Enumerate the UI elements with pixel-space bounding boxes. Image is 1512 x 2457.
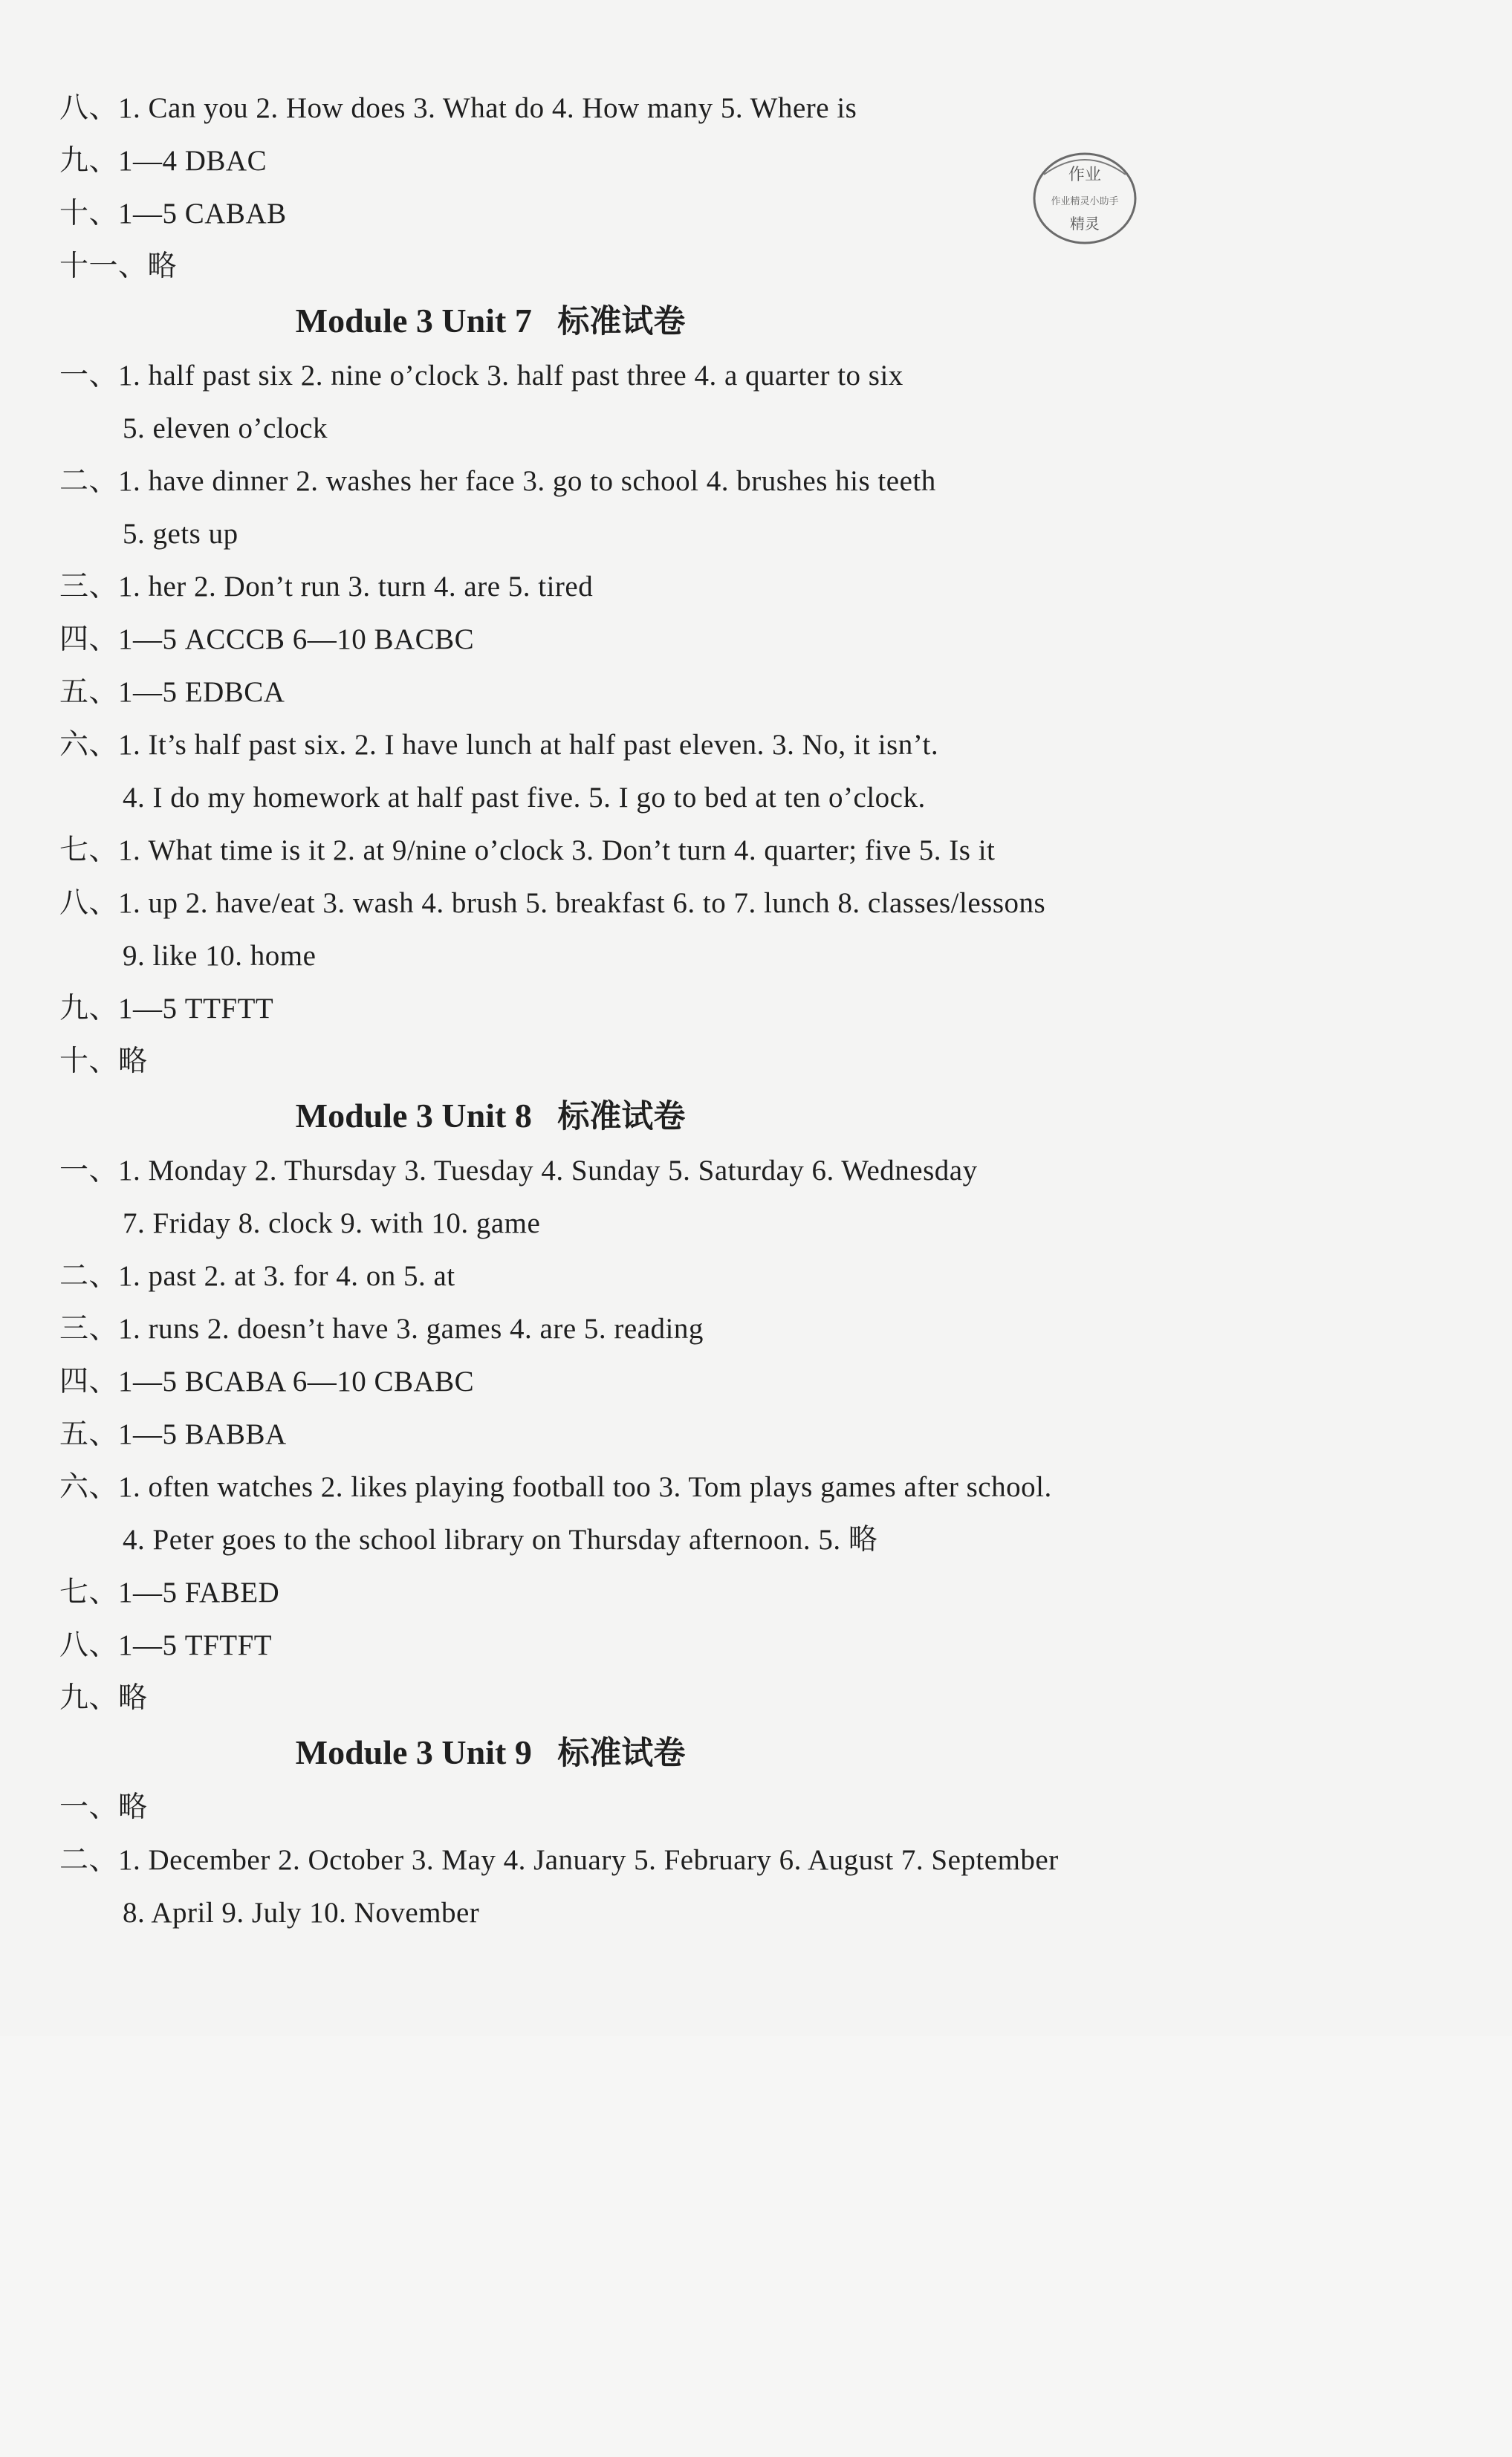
answer-line: 二、1. have dinner 2. washes her face 3. go to school 4. brushes his teeth	[59, 465, 936, 497]
heading-chinese: 标准试卷	[557, 1098, 686, 1135]
answer-line: 5. gets up	[123, 518, 239, 550]
heading-english: Module 3 Unit 9	[295, 1733, 532, 1771]
section-heading	[59, 293, 921, 349]
heading-chinese: 标准试卷	[557, 1735, 686, 1772]
answer-line: 一、1. half past six 2. nine o’clock 3. half past three 4. a quarter to six	[59, 360, 903, 392]
answer-line: 4. Peter goes to the school library on Thursday afternoon. 5. 略	[123, 1524, 878, 1556]
section-heading	[59, 1088, 921, 1144]
answer-line: 八、1. Can you 2. How does 3. What do 4. How many 5. Where is	[59, 92, 857, 124]
answer-line: 8. April 9. July 10. November	[123, 1897, 480, 1929]
heading-english: Module 3 Unit 7	[295, 302, 532, 340]
answer-line: 八、1. up 2. have/eat 3. wash 4. brush 5. breakfast 6. to 7. lunch 8. classes/lessons	[59, 887, 1046, 919]
section-unit-7	[59, 293, 1323, 1088]
answer-line: 七、1. What time is it 2. at 9/nine o’clock 3. Don’t turn 4. quarter; five 5. Is it	[59, 834, 996, 866]
answer-line: 9. like 10. home	[123, 940, 317, 972]
answer-line: 九、1—4 DBAC	[59, 145, 267, 177]
answer-line: 五、1—5 BABBA	[59, 1418, 287, 1450]
answer-line: 7. Friday 8. clock 9. with 10. game	[123, 1207, 541, 1239]
answer-line: 一、1. Monday 2. Thursday 3. Tuesday 4. Sunday 5. Saturday 6. Wednesday	[59, 1155, 978, 1187]
heading-english: Module 3 Unit 8	[295, 1097, 532, 1135]
answer-line: 六、1. often watches 2. likes playing football too 3. Tom plays games after school.	[59, 1471, 1052, 1503]
section-heading	[59, 1724, 921, 1781]
stamp-middle-text: 作业精灵小助手	[1051, 196, 1119, 207]
answer-line: 五、1—5 EDBCA	[59, 676, 285, 708]
answer-line: 四、1—5 BCABA 6—10 CBABC	[59, 1366, 475, 1398]
answer-line: 4. I do my homework at half past five. 5. I go to bed at ten o’clock.	[123, 782, 926, 814]
page-blank-area	[0, 2036, 1512, 2457]
answer-line: 十、1—5 CABAB	[59, 198, 287, 230]
answer-line: 十一、略	[59, 250, 178, 282]
answer-key-content	[59, 82, 1323, 1939]
answer-line: 5. eleven o’clock	[123, 412, 328, 444]
seal-stamp-icon	[1029, 149, 1141, 249]
heading-chinese: 标准试卷	[557, 303, 686, 340]
answer-line: 二、1. December 2. October 3. May 4. January 5. February 6. August 7. September	[59, 1844, 1059, 1876]
answer-line: 六、1. It’s half past six. 2. I have lunch at half past eleven. 3. No, it isn’t.	[59, 729, 939, 761]
answer-line: 十、略	[59, 1045, 148, 1077]
answer-line: 三、1. her 2. Don’t run 3. turn 4. are 5. tired	[59, 571, 594, 603]
answer-line: 一、略	[59, 1791, 148, 1823]
answer-line: 九、1—5 TTFTT	[59, 993, 274, 1025]
answer-line: 二、1. past 2. at 3. for 4. on 5. at	[59, 1260, 455, 1292]
section-unit-8	[59, 1088, 1323, 1724]
answer-line: 九、略	[59, 1682, 148, 1714]
stamp-bottom-text: 精灵	[1070, 215, 1100, 233]
answer-line: 四、1—5 ACCCB 6—10 BACBC	[59, 623, 475, 655]
answer-line: 七、1—5 FABED	[59, 1577, 280, 1609]
section-unit-9	[59, 1724, 1323, 1939]
answer-line: 三、1. runs 2. doesn’t have 3. games 4. are 5. reading	[59, 1313, 704, 1345]
stamp-top-text: 作业	[1068, 166, 1102, 184]
answer-line: 八、1—5 TFTFT	[59, 1629, 273, 1661]
